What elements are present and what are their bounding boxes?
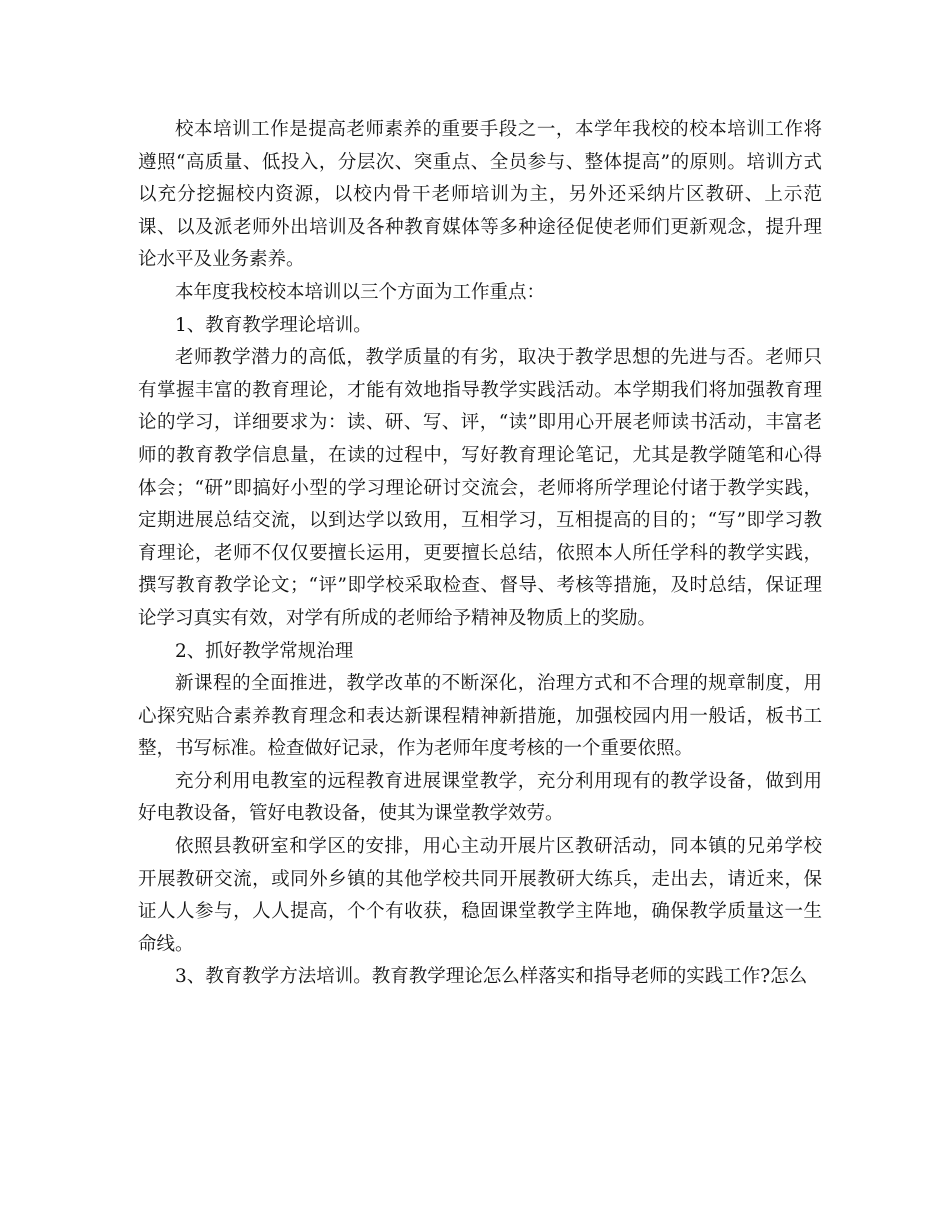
paragraph-district-research: 依照县教研室和学区的安排，用心主动开展片区教研活动，同本镇的兄弟学校开展教研交流，或同外乡镇的其他学校共同开展教研大练兵，走出去，请近来，保证人人参与，人人提高，个个有收获，稳固课堂教学主阵地，确保教学质量这一生命线。	[138, 836, 822, 955]
section-heading-2: 2、抓好教学常规治理	[175, 640, 354, 662]
paragraph-theory-training: 老师教学潜力的高低，教学质量的有劣，取决于教学思想的先进与否。老师只有掌握丰富的教育理论，才能有效地指导教学实践活动。本学期我们将加强教育理论的学习，详细要求为：读、研、写、评，“读”即用心开展老师读书活动，丰富老师的教育教学信息量，在读的过程中，写好教育理论笔记，尤其是教学随笔和心得体会；“研”即搞好小型的学习理论研讨交流会，老师将所学理论付诸于教学实践，定期进展总结交流，以到达学以致用，互相学习，互相提高的目的；“写”即学习教育理论，老师不仅仅要擅长运用，更要擅长总结，依照本人所任学科的教学实践，撰写教育教学论文；“评”即学校采取检查、督导、考核等措施，及时总结，保证理论学习真实有效，对学有所成的老师给予精神及物质上的奖励。	[138, 347, 822, 629]
section-heading-1: 1、教育教学理论培训。	[175, 314, 372, 336]
section-heading-3: 3、教育教学方法培训。教育教学理论怎么样落实和指导老师的实践工作?怎么	[175, 966, 808, 988]
paragraph-intro: 校本培训工作是提高老师素养的重要手段之一，本学年我校的校本培训工作将遵照“高质量、低投入，分层次、突重点、全员参与、整体提高”的原则。培训方式以充分挖掘校内资源，以校内骨干老师培训为主，另外还采纳片区教研、上示范课、以及派老师外出培训及各种教育媒体等多种途径促使老师们更新观念，提升理论水平及业务素养。	[138, 119, 822, 271]
paragraph-focus-overview: 本年度我校校本培训以三个方面为工作重点：	[175, 281, 546, 303]
paragraph-e-teaching: 充分利用电教室的远程教育进展课堂教学，充分利用现有的教学设备，做到用好电教设备，管好电教设备，使其为课堂教学效劳。	[138, 770, 822, 825]
paragraph-routine-management: 新课程的全面推进，教学改革的不断深化，治理方式和不合理的规章制度，用心探究贴合素养教育理念和表达新课程精神新措施，加强校园内用一般话，板书工整，书写标准。检查做好记录，作为老师年度考核的一个重要依照。	[138, 673, 822, 760]
document-body	[138, 114, 822, 994]
